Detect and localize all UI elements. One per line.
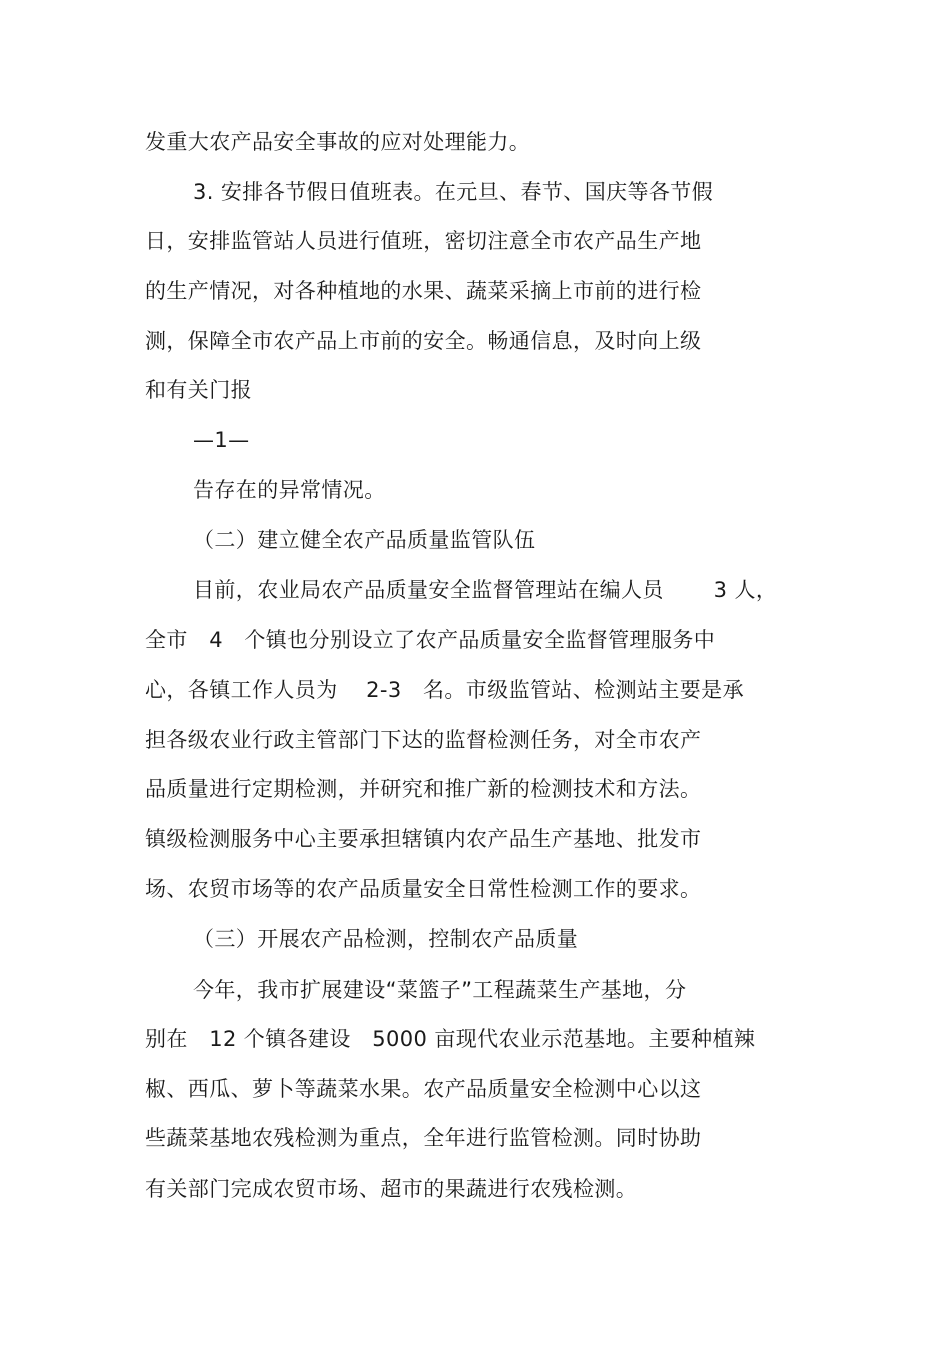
page-number: —1— [193, 428, 250, 452]
paragraph-line: 担各级农业行政主管部门下达的监督检测任务，对全市农产 [145, 728, 702, 752]
paragraph-line: 目前，农业局农产品质量安全监督管理站在编人员 3 人， [193, 578, 778, 602]
paragraph-line: 有关部门完成农贸市场、超市的果蔬进行农残检测。 [145, 1177, 638, 1201]
section-heading: （二）建立健全农产品质量监管队伍 [193, 528, 536, 552]
paragraph-line: 3. 安排各节假日值班表。在元旦、春节、国庆等各节假 [193, 180, 714, 204]
paragraph-line: 镇级检测服务中心主要承担辖镇内农产品生产基地、批发市 [145, 827, 702, 851]
paragraph-line: 心，各镇工作人员为 2-3 名。市级监管站、检测站主要是承 [145, 678, 744, 702]
paragraph-line: 的生产情况，对各种植地的水果、蔬菜采摘上市前的进行检 [145, 279, 702, 303]
paragraph-line: 些蔬菜基地农残检测为重点，全年进行监管检测。同时协助 [145, 1126, 702, 1150]
paragraph-line: 全市 4 个镇也分别设立了农产品质量安全监督管理服务中 [145, 628, 716, 652]
paragraph-line: 场、农贸市场等的农产品质量安全日常性检测工作的要求。 [145, 877, 702, 901]
paragraph-line: 测，保障全市农产品上市前的安全。畅通信息，及时向上级 [145, 329, 702, 353]
paragraph-line: 发重大农产品安全事故的应对处理能力。 [145, 130, 531, 154]
paragraph-line: 日，安排监管站人员进行值班，密切注意全市农产品生产地 [145, 229, 702, 253]
paragraph-line: 和有关门报 [145, 378, 252, 402]
section-heading: （三）开展农产品检测，控制农产品质量 [193, 927, 579, 951]
paragraph-line: 品质量进行定期检测，并研究和推广新的检测技术和方法。 [145, 777, 702, 801]
paragraph-line: 今年，我市扩展建设“菜篮子”工程蔬菜生产基地，分 [193, 978, 687, 1002]
paragraph-line: 告存在的异常情况。 [193, 478, 386, 502]
paragraph-line: 别在 12 个镇各建设 5000 亩现代农业示范基地。主要种植辣 [145, 1027, 756, 1051]
paragraph-line: 椒、西瓜、萝卜等蔬菜水果。农产品质量安全检测中心以这 [145, 1077, 702, 1101]
